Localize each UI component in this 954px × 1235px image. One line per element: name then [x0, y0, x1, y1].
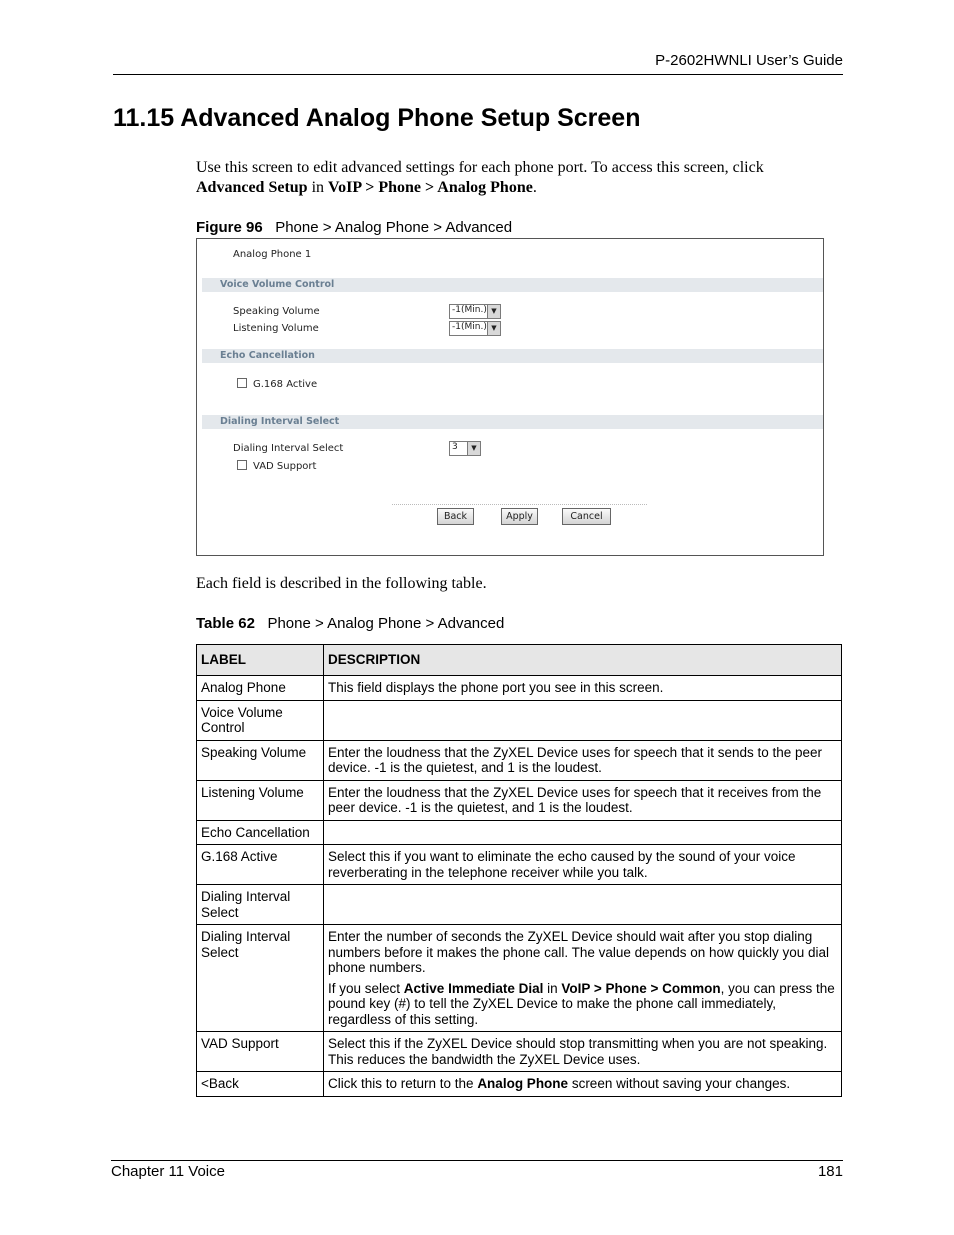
row-description — [324, 700, 842, 740]
cancel-button[interactable]: Cancel — [562, 508, 611, 525]
row-label: <Back — [197, 1072, 324, 1097]
row-description: Click this to return to the Analog Phone screen without saving your changes. — [324, 1072, 842, 1097]
intro-paragraph: Use this screen to edit advanced settings for each phone port. To access this screen, click Advanced Setup in VoIP > Phone > Analog Phone. — [196, 159, 764, 196]
row-description: Select this if the ZyXEL Device should stop transmitting when you are not speaking. This reduces the bandwidth the ZyXEL Device uses. — [324, 1032, 842, 1072]
table-row — [197, 1072, 842, 1097]
divider — [392, 504, 647, 505]
g168-active-checkbox[interactable] — [237, 378, 247, 388]
back-button[interactable]: Back — [437, 508, 474, 525]
row-description: Enter the loudness that the ZyXEL Device uses for speech that it receives from the peer device. -1 is the quietest, and 1 is the loudest. — [324, 780, 842, 820]
guide-title: P-2602HWNLI User’s Guide — [655, 52, 843, 69]
figure-caption: Figure 96 Phone > Analog Phone > Advanced — [196, 219, 513, 236]
header-label: LABEL — [197, 645, 324, 676]
table-row — [197, 925, 842, 1032]
row-label: Echo Cancellation — [197, 820, 324, 845]
row-label: Speaking Volume — [197, 740, 324, 780]
table-caption: Table 62 Phone > Analog Phone > Advanced — [196, 615, 505, 632]
row-label: Dialing Interval Select — [197, 925, 324, 1032]
row-description: Enter the loudness that the ZyXEL Device uses for speech that it sends to the peer device. -1 is the quietest, and 1 is the loudest. — [324, 740, 842, 780]
table-row — [197, 845, 842, 885]
analog-phone-title: Analog Phone 1 — [233, 249, 312, 260]
listening-volume-select[interactable]: -1(Min.) ▼ — [449, 321, 501, 336]
table-row — [197, 740, 842, 780]
row-description — [324, 885, 842, 925]
dialing-interval-label: Dialing Interval Select — [233, 443, 344, 454]
dialing-interval-select[interactable]: 3 ▼ — [449, 441, 481, 456]
header-description: DESCRIPTION — [324, 645, 842, 676]
row-description: This field displays the phone port you see in this screen. — [324, 676, 842, 701]
figure-screenshot — [196, 238, 824, 556]
vad-support-label: VAD Support — [253, 461, 317, 472]
table-row — [197, 676, 842, 701]
table-row — [197, 700, 842, 740]
table-header-row — [197, 645, 842, 676]
table-row — [197, 780, 842, 820]
chevron-down-icon: ▼ — [487, 305, 500, 318]
row-label: Voice Volume Control — [197, 700, 324, 740]
table-row — [197, 820, 842, 845]
g168-active-label: G.168 Active — [253, 379, 318, 390]
dialing-interval-section-bar: Dialing Interval Select — [202, 415, 823, 429]
echo-cancellation-section-bar: Echo Cancellation — [202, 349, 823, 363]
chevron-down-icon: ▼ — [467, 442, 480, 455]
table-intro-text: Each field is described in the following table. — [196, 575, 487, 592]
voice-volume-section-bar: Voice Volume Control — [202, 278, 823, 292]
section-title: 11.15 Advanced Analog Phone Setup Screen — [113, 104, 641, 132]
speaking-volume-select[interactable]: -1(Min.) ▼ — [449, 304, 501, 319]
row-label: Listening Volume — [197, 780, 324, 820]
page-header — [113, 50, 843, 75]
row-label: VAD Support — [197, 1032, 324, 1072]
row-label: Analog Phone — [197, 676, 324, 701]
speaking-volume-label: Speaking Volume — [233, 306, 320, 317]
table-row — [197, 1032, 842, 1072]
row-description: Enter the number of seconds the ZyXEL Device should wait after you stop dialing numbers before it makes the phone call. The value depends on how quickly you dial phone numbers. If you select Active Immediate Dial in VoIP > Phone > Common, you can press the pound key (#) to tell the ZyXEL Device to make the phone call immediately, regardless of this setting. — [324, 925, 842, 1032]
vad-support-checkbox[interactable] — [237, 460, 247, 470]
page-footer — [111, 1160, 843, 1180]
description-table — [196, 644, 842, 1097]
row-description: Select this if you want to eliminate the echo caused by the sound of your voice reverberating in the telephone receiver while you talk. — [324, 845, 842, 885]
page-number: 181 — [817, 1163, 843, 1180]
table-row — [197, 885, 842, 925]
row-label: G.168 Active — [197, 845, 324, 885]
row-description — [324, 820, 842, 845]
chapter-label: Chapter 11 Voice — [111, 1163, 225, 1180]
chevron-down-icon: ▼ — [487, 322, 500, 335]
row-label: Dialing Interval Select — [197, 885, 324, 925]
apply-button[interactable]: Apply — [501, 508, 538, 525]
listening-volume-label: Listening Volume — [233, 323, 319, 334]
